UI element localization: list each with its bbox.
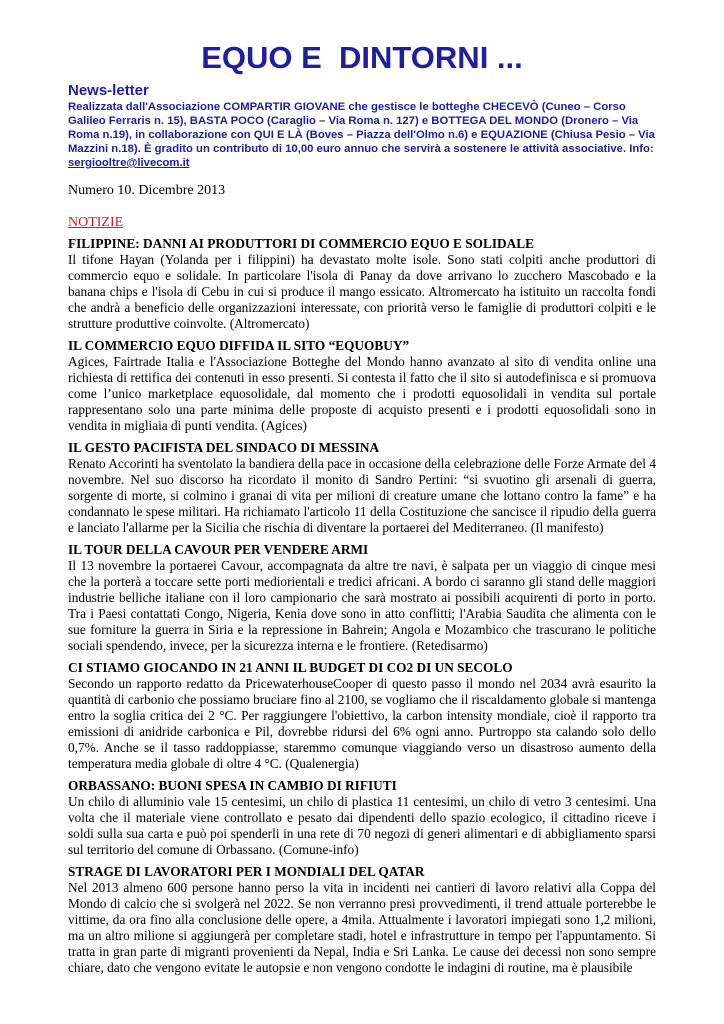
section-heading: NOTIZIE [68, 215, 124, 230]
email-link[interactable]: sergiooltre@livecom.it [68, 157, 190, 169]
article [68, 660, 656, 772]
newsletter-title: News-letter [68, 82, 149, 99]
article [68, 542, 656, 654]
article-body: Un chilo di alluminio vale 15 centesimi, un chilo di plastica 11 centesimi, un chilo di vetro 3 centesimi. Una volta che il materiale viene controllato e pesato dai dipendenti dello spazio ecologico, il cittadino riceve i soldi sulla sua carta e può poi spenderli in una rete di 70 negozi di generi alimentari e di abbigliamento sparsi sul territorio del comune di Orbassano. (Comune-info) [68, 794, 656, 857]
masthead-title-rest: DINTORNI ... [339, 40, 523, 75]
article-title: IL COMMERCIO EQUO DIFFIDA IL SITO “EQUOBUY” [68, 338, 410, 353]
page [68, 40, 656, 976]
article [68, 338, 656, 434]
article-title: IL GESTO PACIFISTA DEL SINDACO DI MESSINA [68, 440, 380, 455]
newsletter-description-text: Realizzata dall'Associazione COMPARTIR GIOVANE che gestisce le botteghe CHECEVÒ (Cuneo – Corso Galileo Ferraris n. 15), BASTA POCO (Caraglio – Via Roma n. 127) e BOTTEGA DEL MONDO (Dronero – Via Roma n.19), in collaborazione con QUI E LÀ (Boves – Piazza dell'Olmo n.6) e EQUAZIONE (Chiusa Pesio – Via Mazzini n.18). È gradito un contributo di 10,00 euro annuo che servirà a sostenere le attività associative. Info: [68, 101, 655, 155]
article-body: Secondo un rapporto redatto da PricewaterhouseCooper di questo passo il mondo nel 2034 avrà esaurito la quantità di carbonio che possiamo bruciare fino al 2100, se vogliamo che il riscaldamento globale si mantenga entro la soglia critica dei 2 °C. Per raggiungere l'obiettivo, la carbon intensity mondiale, cioè il rapporto tra emissioni di anidride carbonica e Pil, dovrebbe ridursi del 6% ogni anno. Purtroppo sta calando solo dello 0,7%. Anche se il tasso raddoppiasse, staremmo comunque viaggiando verso un disastroso aumento della temperatura media globale di oltre 4 °C. (Qualenergia) [68, 676, 656, 771]
masthead-title [68, 40, 656, 76]
article [68, 440, 656, 536]
article-title: CI STIAMO GIOCANDO IN 21 ANNI IL BUDGET DI CO2 DI UN SECOLO [68, 660, 513, 675]
article-title: FILIPPINE: DANNI AI PRODUTTORI DI COMMERCIO EQUO E SOLIDALE [68, 236, 534, 251]
article-body: Il 13 novembre la portaerei Cavour, accompagnata da altre tre navi, è salpata per un viaggio di cinque mesi che la porterà a toccare sette porti mediorientali e tredici africani. A bordo ci saranno gli stand delle maggiori industrie belliche italiane con il loro campionario che sarà mostrato ai possibili acquirenti di porto in porto. Tra i Paesi contattati Congo, Nigeria, Kenia dove sono in atto conflitti; l'Arabia Saudita che alimenta con le sue forniture la guerra in Siria e la repressione in Bahrein; Angola e Mozambico che trascurano le politiche sociali spendendo, invece, per la sicurezza interna e le frontiere. (Retedisarmo) [68, 558, 656, 653]
article-body: Renato Accorinti ha sventolato la bandiera della pace in occasione della celebrazione delle Forze Armate del 4 novembre. Nel suo discorso ha ricordato il monito di Sandro Pertini: “si svuotino gli arsenali di guerra, sorgente di morte, si colmino i granai di vita per milioni di creature umane che lottano contro la fame” e ha condannato le spese militari. Ha richiamato l'articolo 11 della Costituzione che sancisce il ripudio della guerra e lanciato l'allarme per la Sicilia che rischia di diventare la portaerei del Mediterraneo. (Il manifesto) [68, 456, 656, 535]
article-title: STRAGE DI LAVORATORI PER I MONDIALI DEL QATAR [68, 864, 425, 879]
masthead-title-bold: EQUO E [201, 40, 322, 75]
article-body: Nel 2013 almeno 600 persone hanno perso la vita in incidenti nei cantieri di lavoro relativi alla Coppa del Mondo di calcio che si svolgerà nel 2022. Se non verranno presi provvedimenti, il trend attuale porterebbe le vittime, da ora fino alla conclusione delle opere, a 4mila. Attualmente i lavoratori impiegati sono 1,2 milioni, ma un altro milione si aggiungerà per completare stadi, hotel e infrastrutture in tempo per l'appuntamento. Si tratta in gran parte di migranti provenienti da Nepal, India e Sri Lanka. Le cause dei decessi non sono sempre chiare, dato che vengono evitate le autopsie e non vengono condotte le indagini di routine, ma è plausibile [68, 880, 656, 975]
article-body: Agices, Fairtrade Italia e l'Associazione Botteghe del Mondo hanno avanzato al sito di vendita online una richiesta di rettifica dei contenuti in esso presenti. Si contesta il fatto che il sito si autodefinisca e si promuova come l’unico marketplace equosolidale, dal momento che i prodotti equosolidali in vendita sul portale rappresentano solo una parte minima delle proposte di acquisto presenti e i prodotti equosolidali sono in vendita in migliaia di punti vendita. (Agices) [68, 354, 656, 433]
article [68, 778, 656, 858]
article-title: ORBASSANO: BUONI SPESA IN CAMBIO DI RIFIUTI [68, 778, 397, 793]
article [68, 864, 656, 976]
article-body: Il tifone Hayan (Yolanda per i filippini) ha devastato molte isole. Sono stati colpiti anche produttori di commercio equo e solidale. In particolare l'isola di Panay da dove arrivano lo zucchero Mascobado e la banana chips e l'isola di Cebu in cui si produce il mango essicato. Altromercato ha istituito un raccolta fondi che andrà a beneficio delle organizzazioni interessate, con priorità verso le famiglie di produttori colpiti e le strutture produttive coinvolte. (Altromercato) [68, 252, 656, 331]
article [68, 236, 656, 332]
issue-number: Numero 10. Dicembre 2013 [68, 183, 226, 198]
newsletter-description [68, 100, 656, 170]
article-title: IL TOUR DELLA CAVOUR PER VENDERE ARMI [68, 542, 369, 557]
